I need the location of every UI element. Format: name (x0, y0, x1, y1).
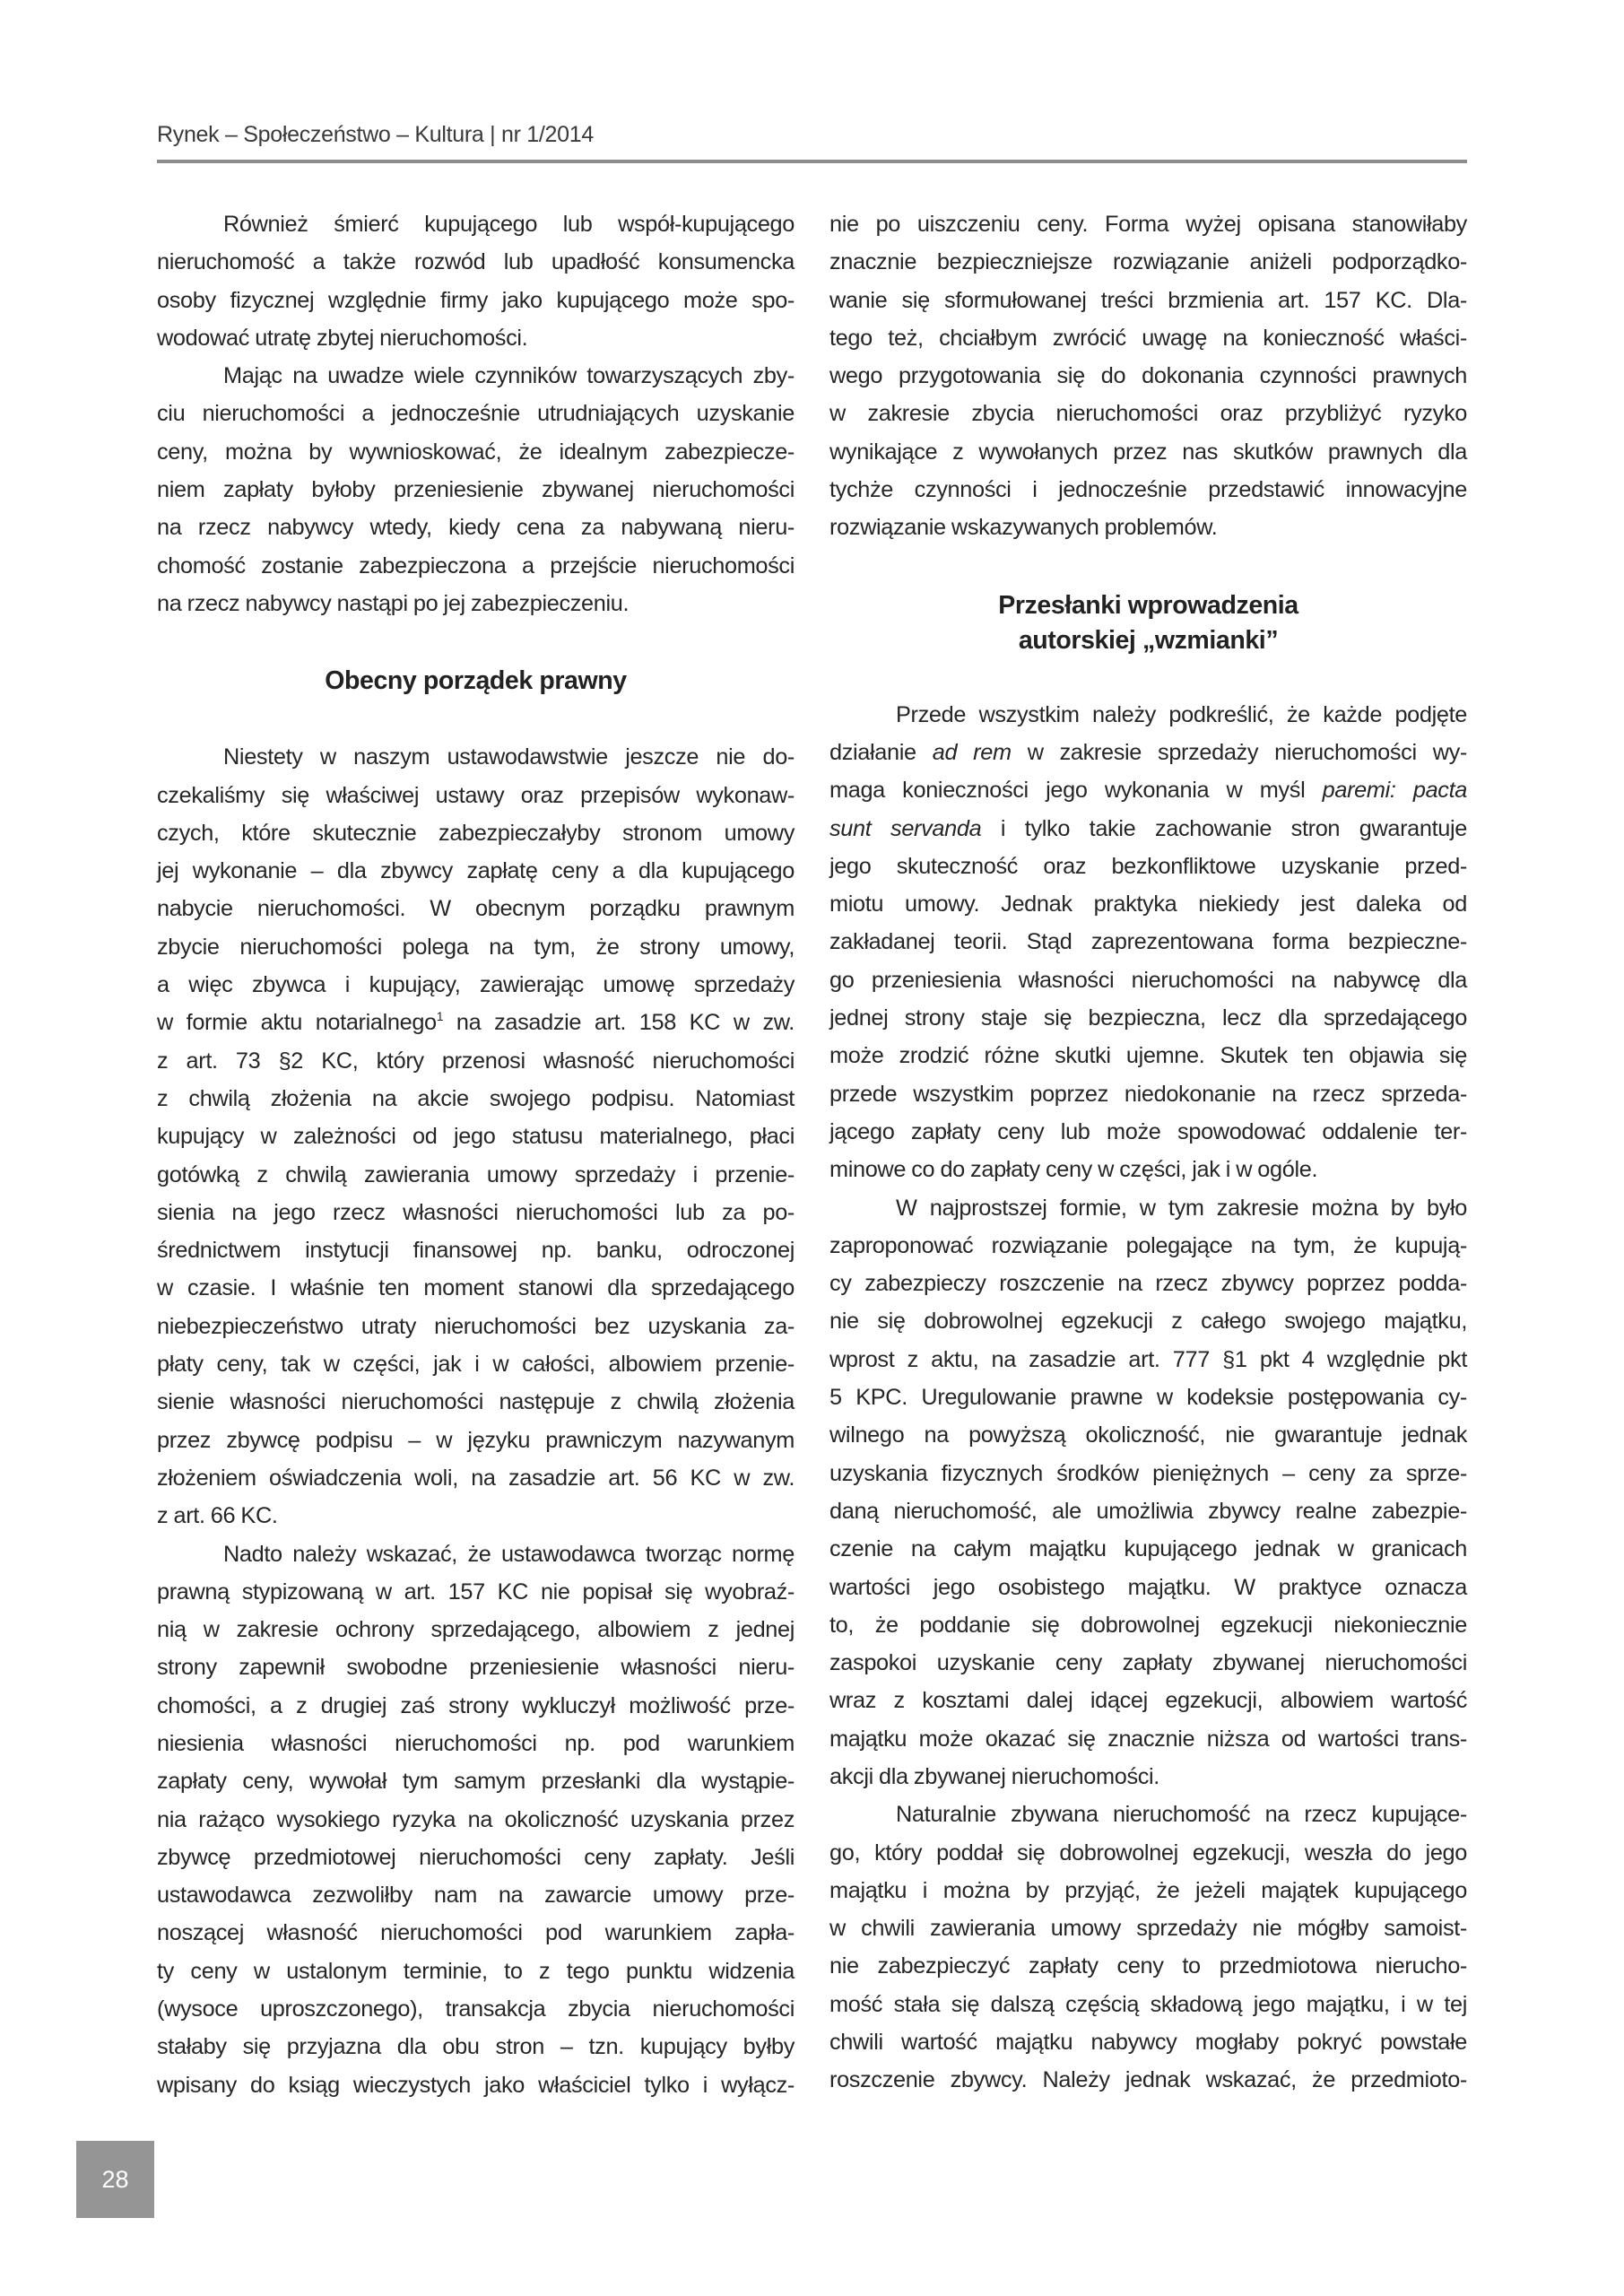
text-line: akcji dla zbywanej nieruchomości. (829, 1763, 1159, 1789)
text-line: roszczenie zbywcy. Należy jednak wskazać, że przedmioto- (829, 2067, 1467, 2093)
italic-term: paremi: pacta (1322, 778, 1467, 804)
text-line: sienie własności nieruchomości następuje z chwilą złożenia (157, 1389, 795, 1415)
text-line: sienia na jego rzecz własności nieruchomości lub za po- (157, 1199, 795, 1225)
text-line (829, 810, 1467, 848)
text-line: to, że poddanie się dobrowolnej egzekucji niekoniecznie (829, 1612, 1467, 1638)
text-span: w zakresie sprzedaży nieruchomości wy- (1011, 739, 1468, 765)
text-line: (wysoce uproszczonego), transakcja zbycia nieruchomości (157, 1996, 795, 2022)
text-line: W najprostszej formie, w tym zakresie można by było (896, 1195, 1467, 1221)
text-line: średnictwem instytucji finansowej np. banku, odroczonej (157, 1238, 795, 1264)
text-line: może zrodzić różne skutki ujemne. Skutek ten objawia się (829, 1043, 1467, 1069)
text-line: 5 KPC. Uregulowanie prawne w kodeksie postępowania cy- (829, 1385, 1467, 1411)
text-line: Naturalnie zbywana nieruchomość na rzecz kupujące- (896, 1802, 1467, 1828)
text-span: w formie aktu notarialnego (157, 1010, 437, 1036)
spacer (829, 547, 1467, 588)
text-line: wprost z aktu, na zasadzie art. 777 §1 pkt 4 względnie pkt (829, 1346, 1467, 1372)
text-line: mość stała się dalszą częścią składową jego majątku, i w tej (829, 1991, 1467, 2017)
text-line: kupujący w zależności od jego statusu materialnego, płaci (157, 1124, 795, 1150)
italic-term: ad rem (932, 739, 1012, 765)
text-line: chomości, a z drugiej zaś strony wykluczył możliwość prze- (157, 1692, 795, 1718)
text-line: wpisany do ksiąg wieczystych jako właściciel tylko i wyłącz- (157, 2072, 795, 2098)
text-line: nie się dobrowolnej egzekucji z całego swojego majątku, (829, 1309, 1467, 1335)
text-line: minowe co do zapłaty ceny w części, jak i w ogóle. (829, 1157, 1318, 1183)
text-line: zbycie nieruchomości polega na tym, że strony umowy, (157, 934, 795, 960)
text-line: daną nieruchomość, ale umożliwia zbywcy realne zabezpie- (829, 1498, 1467, 1524)
paragraph-lines (157, 1042, 795, 1535)
section-heading (829, 588, 1467, 658)
page-number: 28 (76, 2141, 154, 2218)
text-line: chwili wartość majątku nabywcy mogłaby pokryć powstałe (829, 2030, 1467, 2056)
text-line: majątku może okazać się znacznie niższa od wartości trans- (829, 1726, 1467, 1752)
text-line (829, 771, 1467, 809)
text-line: Niestety w naszym ustawodawstwie jeszcze nie do- (223, 744, 795, 770)
paragraph (157, 738, 795, 1535)
text-line: rozwiązanie wskazywanych problemów. (829, 515, 1218, 541)
text-line: z art. 73 §2 KC, który przenosi własność nieruchomości (157, 1048, 795, 1074)
text-line: a więc zbywca i kupujący, zawierając umowę sprzedaży (157, 972, 795, 998)
running-head: Rynek – Społeczeństwo – Kultura | nr 1/2014 (157, 122, 594, 147)
text-line: chomość zostanie zabezpieczona a przejście nieruchomości (157, 552, 795, 578)
heading-line: Przesłanki wprowadzenia (998, 590, 1298, 620)
text-span: na zasadzie art. 158 KC w zw. (443, 1010, 795, 1036)
text-line: strony zapewnił swobodne przeniesienie własności nieru- (157, 1655, 795, 1681)
spacer (157, 622, 795, 664)
text-line: ciu nieruchomości a jednocześnie utrudniających uzyskanie (157, 401, 795, 427)
right-column (829, 205, 1467, 2100)
text-line: znacznie bezpieczniejsze rozwiązanie aniżeli podporządko- (829, 249, 1467, 275)
text-line: wartości jego osobistego majątku. W praktyce oznacza (829, 1574, 1467, 1600)
text-line: jednej strony staje się bezpieczna, lecz dla sprzedającego (829, 1005, 1467, 1031)
text-line: osoby fizycznej względnie firmy jako kupującego może spo- (157, 287, 795, 313)
text-line: niem zapłaty byłoby przeniesienie zbywanej nieruchomości (157, 477, 795, 503)
text-line: zapłaty ceny, wywołał tym samym przesłanki dla wystąpie- (157, 1769, 795, 1795)
paragraph (829, 696, 1467, 1189)
text-line: nią w zakresie ochrony sprzedającego, albowiem z jednej (157, 1617, 795, 1643)
text-line: Mając na uwadze wiele czynników towarzyszących zby- (223, 363, 795, 389)
text-line: czekaliśmy się właściwej ustawy oraz przepisów wykonaw- (157, 782, 795, 808)
text-line: go przeniesienia własności nieruchomości na nabywcę dla (829, 967, 1467, 993)
text-line: tego też, chciałbym zwrócić uwagę na konieczność właści- (829, 325, 1467, 351)
text-line: przez zbywcę podpisu – w języku prawniczym nazywanym (157, 1427, 795, 1453)
text-line: jącego zapłaty ceny lub może spowodować oddalenie ter- (829, 1118, 1467, 1144)
text-line: zbywcę przedmiotowej nieruchomości ceny zapłaty. Jeśli (157, 1844, 795, 1870)
text-line: płaty ceny, tak w części, jak i w całości, albowiem przenie- (157, 1352, 795, 1378)
text-line: nie po uiszczeniu ceny. Forma wyżej opisana stanowiłaby (829, 212, 1467, 237)
paragraph (157, 205, 795, 357)
text-line: Nadto należy wskazać, że ustawodawca tworząc normę (223, 1541, 795, 1567)
text-span: maga konieczności jego wykonania w myśl (829, 778, 1323, 804)
text-line: czenie na całym majątku kupującego jednak w granicach (829, 1536, 1467, 1562)
text-line: Przede wszystkim należy podkreślić, że każde podjęte (896, 701, 1467, 727)
text-line: prawną stypizowaną w art. 157 KC nie popisał się wyobraź- (157, 1578, 795, 1605)
heading-line: autorskiej „wzmianki” (1018, 625, 1279, 655)
text-line: czych, które skutecznie zabezpieczałyby stronom umowy (157, 820, 795, 846)
text-line: cy zabezpieczy roszczenie na rzecz zbywcy poprzez podda- (829, 1271, 1467, 1297)
text-line: ty ceny w ustalonym terminie, to z tego punktu widzenia (157, 1958, 795, 1984)
text-line: złożeniem oświadczenia woli, na zasadzie art. 56 KC w zw. (157, 1465, 795, 1491)
text-line: zaproponować rozwiązanie polegające na tym, że kupują- (829, 1232, 1467, 1258)
footnote-ref[interactable]: 1 (436, 1009, 444, 1024)
text-span: działanie (829, 739, 933, 765)
text-line: jego skuteczność oraz bezkonfliktowe uzyskanie przed- (829, 853, 1467, 879)
paragraph (829, 1796, 1467, 2099)
text-line: jej wykonanie – dla zbywcy zapłatę ceny a dla kupującego (157, 858, 795, 884)
paragraph (829, 1189, 1467, 1796)
text-line: noszącej własność nieruchomości pod warunkiem zapła- (157, 1920, 795, 1946)
text-line: wilnego na powyższą okoliczność, nie gwarantuje jednak (829, 1422, 1467, 1448)
text-line: z art. 66 KC. (157, 1503, 278, 1529)
paragraph-lines (157, 738, 795, 1004)
text-line: z chwilą złożenia na akcie swojego podpisu. Natomiast (157, 1085, 795, 1111)
text-line: ustawodawca zezwoliłby nam na zawarcie umowy prze- (157, 1883, 795, 1909)
text-line: nia rażąco wysokiego ryzyka na okoliczność uzyskania przez (157, 1806, 795, 1832)
text-line: przede wszystkim poprzez niedokonanie na rzecz sprzeda- (829, 1081, 1467, 1107)
text-line-with-footnote (157, 1004, 795, 1041)
header-rule (157, 160, 1467, 163)
text-line: wanie się sformułowanej treści brzmienia art. 157 KC. Dla- (829, 287, 1467, 313)
paragraph (829, 205, 1467, 547)
text-line: miotu umowy. Jednak praktyka niekiedy jest daleka od (829, 891, 1467, 918)
paragraph-lines (829, 848, 1467, 1189)
paragraph (157, 1535, 795, 2104)
text-line: wraz z kosztami dalej idącej egzekucji, albowiem wartość (829, 1688, 1467, 1714)
paragraph (157, 357, 795, 622)
text-span: i tylko takie zachowanie stron gwarantuje (981, 815, 1468, 841)
text-line: na rzecz nabywcy wtedy, kiedy cena za nabywaną nieru- (157, 515, 795, 541)
text-line: nieruchomość a także rozwód lub upadłość konsumencka (157, 249, 795, 275)
text-line: gotówką z chwilą zawierania umowy sprzedaży i przenie- (157, 1161, 795, 1187)
text-line: w chwili zawierania umowy sprzedaży nie mógłby samoist- (829, 1916, 1467, 1942)
section-heading: Obecny porządek prawny (325, 666, 627, 696)
text-line: Również śmierć kupującego lub współ-kupującego (223, 212, 795, 237)
text-line: uzyskania fizycznych środków pieniężnych – ceny za sprze- (829, 1460, 1467, 1486)
left-column (157, 205, 795, 2104)
text-line: wynikające z wywołanych przez nas skutków prawnych dla (829, 439, 1467, 465)
text-line: zaspokoi uzyskanie ceny zapłaty zbywanej nieruchomości (829, 1650, 1467, 1676)
spacer (157, 699, 795, 738)
text-line: nabycie nieruchomości. W obecnym porządku prawnym (157, 896, 795, 922)
text-line (829, 734, 1467, 771)
text-line: tychże czynności i jednocześnie przedstawić innowacyjne (829, 477, 1467, 503)
text-line: ceny, można by wywnioskować, że idealnym zabezpiecze- (157, 439, 795, 465)
text-line: wego przygotowania się do dokonania czynności prawnych (829, 363, 1467, 389)
text-line: go, który poddał się dobrowolnej egzekucji, weszła do jego (829, 1839, 1467, 1866)
text-line: stałaby się przyjazna dla obu stron – tzn. kupujący byłby (157, 2034, 795, 2060)
spacer (829, 658, 1467, 696)
text-line: majątku i można by przyjąć, że jeżeli majątek kupującego (829, 1877, 1467, 1903)
text-line: wodować utratę zbytej nieruchomości. (157, 325, 528, 351)
italic-term: sunt servanda (829, 815, 982, 841)
text-line: w zakresie zbycia nieruchomości oraz przybliżyć ryzyko (829, 401, 1467, 427)
text-line: niesienia własności nieruchomości np. pod warunkiem (157, 1730, 795, 1756)
text-line: nie zabezpieczyć zapłaty ceny to przedmiotowa nierucho- (829, 1953, 1467, 1979)
text-line: zakładanej teorii. Stąd zaprezentowana forma bezpieczne- (829, 929, 1467, 955)
text-line: na rzecz nabywcy nastąpi po jej zabezpieczeniu. (157, 590, 630, 616)
text-line: w czasie. I właśnie ten moment stanowi dla sprzedającego (157, 1275, 795, 1301)
text-line: niebezpieczeństwo utraty nieruchomości bez uzyskania za- (157, 1313, 795, 1339)
